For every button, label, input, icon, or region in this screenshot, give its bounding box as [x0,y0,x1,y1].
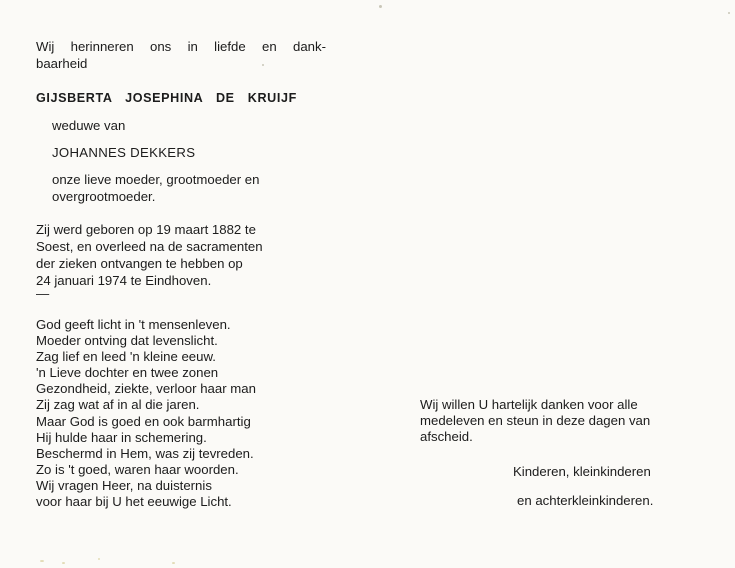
memorial-left-column [36,38,326,510]
poem-line: God geeft licht in 't mensenleven. [36,317,231,332]
poem-line: Beschermd in Hem, was zij tevreden. [36,445,254,461]
thanks-right-column [420,397,702,509]
intro-line-1: Wij herinneren ons in liefde en dank- [36,39,326,54]
poem-line: Maar God is goed en ook barmhartig [36,413,251,429]
paper-speck [379,5,382,8]
separator-dash: — [36,286,50,301]
birth-line-1: Zij werd geboren op 19 maart 1882 te [36,222,256,237]
poem-line: Zo is 't goed, waren haar woorden. [36,461,239,477]
husband-name: JOHANNES DEKKERS [52,145,196,160]
paper-speck [62,562,65,564]
paper-speck [40,560,44,562]
birth-line-4: 24 januari 1974 te Eindhoven. [36,273,212,288]
thanks-line-2: medeleven en steun in deze dagen van [420,413,651,428]
thanks-line-1: Wij willen U hartelijk danken voor alle [420,397,638,412]
poem-line: Moeder ontving dat levenslicht. [36,333,218,349]
birth-line-3: der zieken ontvangen te hebben op [36,256,243,271]
thanks-line-3: afscheid. [420,429,473,444]
birth-line-2: Soest, en overleed na de sacramenten [36,239,263,254]
poem-line: voor haar bij U het eeuwige Licht. [36,494,232,510]
poem-line: Gezondheid, ziekte, verloor haar man [36,381,256,397]
signature-line-1: Kinderen, kleinkinderen [513,464,651,479]
paper-speck [728,12,730,14]
poem-line: Wij vragen Heer, na duisternis [36,477,212,493]
paper-speck [172,562,175,564]
poem-line: Hij hulde haar in schemering. [36,429,207,445]
relation-line-1: onze lieve moeder, grootmoeder en [52,172,260,187]
poem-line: Zij zag wat af in al die jaren. [36,397,200,413]
paper-speck [98,558,100,560]
intro-line-2: baarheid [36,56,88,71]
poem-line: Zag lief en leed 'n kleine eeuw. [36,349,216,365]
deceased-name: GIJSBERTA JOSEPHINA DE KRUIJF [36,91,297,105]
relation-line-2: overgrootmoeder. [52,189,156,204]
birth-death-block [36,221,326,301]
poem-line: 'n Lieve dochter en twee zonen [36,365,219,381]
paper-speck [262,64,264,66]
widow-label: weduwe van [52,118,126,133]
signature-line-2: en achterkleinkinderen. [517,493,654,508]
relation-block [52,171,326,205]
poem [36,317,326,510]
